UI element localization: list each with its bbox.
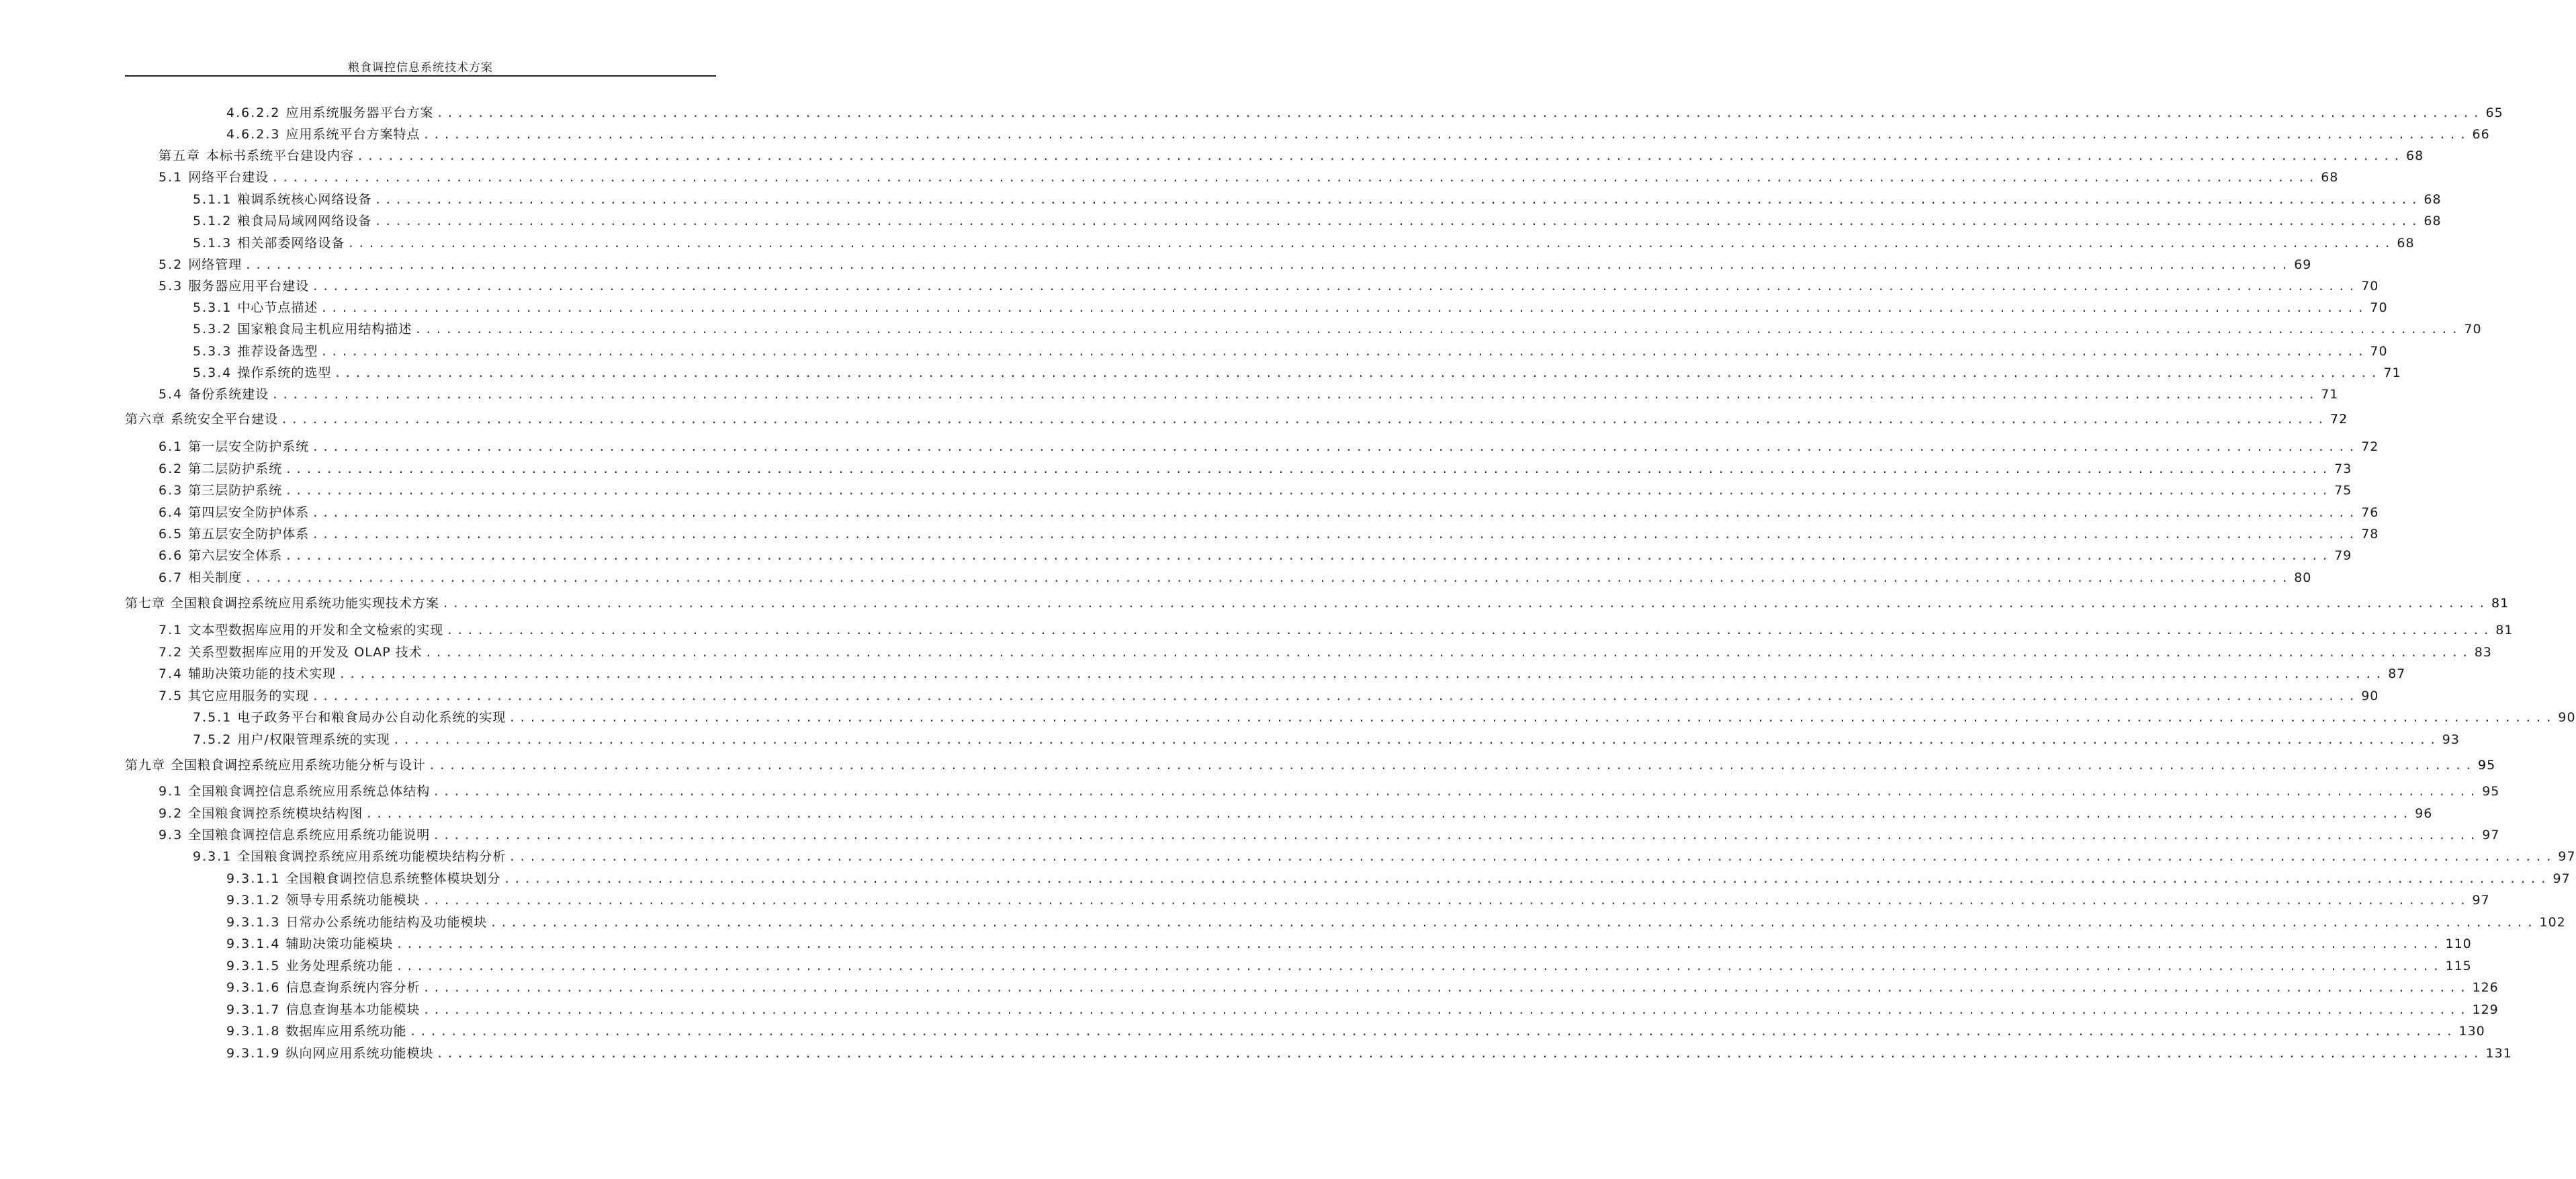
toc-entry-page-number: 110 bbox=[2445, 936, 2472, 951]
toc-entry-number: 第六章 bbox=[125, 412, 166, 427]
toc-entry[interactable] bbox=[193, 213, 2442, 230]
toc-entry-title: 推荐设备选型 bbox=[237, 344, 318, 359]
toc-entry-number: 第五章 bbox=[159, 148, 202, 163]
toc-entry-page-number: 76 bbox=[2361, 505, 2379, 520]
dot-leader: ........................................................................................................................................................................................................ bbox=[503, 873, 2550, 886]
dot-leader: ........................................................................................................................................................................................................ bbox=[285, 550, 2332, 563]
dot-leader: ........................................................................................................................................................................................................ bbox=[423, 981, 2470, 995]
toc-entry[interactable] bbox=[226, 126, 2490, 143]
toc-entry[interactable] bbox=[193, 365, 2401, 382]
toc-entry-title: 第三层防护系统 bbox=[188, 483, 283, 498]
toc-entry-title: 用户/权限管理系统的实现 bbox=[237, 732, 390, 747]
dot-leader: ........................................................................................................................................................................................................ bbox=[423, 128, 2470, 142]
toc-entry-page-number: 97 bbox=[2558, 849, 2576, 864]
toc-entry-page-number: 68 bbox=[2397, 236, 2415, 251]
dot-leader: ........................................................................................................................................................................................................ bbox=[490, 916, 2537, 930]
toc-entry[interactable] bbox=[193, 343, 2388, 360]
toc-entry-title: 全国粮食调控信息系统应用系统功能说明 bbox=[188, 828, 431, 842]
toc-entry-title: 信息查询系统内容分析 bbox=[285, 980, 420, 995]
toc-entry-title: 第四层安全防护体系 bbox=[188, 505, 310, 520]
toc-entry[interactable] bbox=[193, 191, 2442, 208]
dot-leader: ........................................................................................................................................................................................................ bbox=[245, 259, 2292, 272]
dot-leader: ........................................................................................................................................................................................................ bbox=[374, 193, 2422, 207]
dot-leader: ........................................................................................................................................................................................................ bbox=[271, 388, 2319, 402]
toc-entry-number: 5.1.1 bbox=[193, 192, 232, 207]
toc-entry-page-number: 73 bbox=[2334, 462, 2352, 476]
toc-entry[interactable] bbox=[159, 386, 2339, 403]
dot-leader: ........................................................................................................................................................................................................ bbox=[436, 1047, 2483, 1061]
dot-leader: ........................................................................................................................................................................................................ bbox=[396, 938, 2443, 951]
toc-entry-title: 全国粮食调控系统模块结构图 bbox=[188, 806, 363, 821]
toc-entry-number: 7.4 bbox=[159, 666, 183, 681]
toc-entry-number: 9.2 bbox=[159, 806, 183, 821]
toc-entry[interactable] bbox=[226, 914, 2566, 931]
toc-entry-page-number: 95 bbox=[2482, 784, 2500, 799]
dot-leader: ........................................................................................................................................................................................................ bbox=[285, 463, 2332, 476]
toc-entry-number: 5.4 bbox=[159, 387, 183, 402]
dot-leader: ........................................................................................................................................................................................................ bbox=[271, 171, 2319, 185]
dot-leader: ........................................................................................................................................................................................................ bbox=[357, 150, 2404, 163]
toc-entry-page-number: 130 bbox=[2458, 1024, 2485, 1039]
dot-leader: ........................................................................................................................................................................................................ bbox=[392, 734, 2440, 747]
toc-entry-page-number: 80 bbox=[2294, 570, 2312, 585]
toc-entry-page-number: 71 bbox=[2321, 387, 2339, 402]
toc-entry-title: 中心节点描述 bbox=[237, 300, 318, 315]
toc-entry-page-number: 70 bbox=[2361, 279, 2379, 294]
toc-entry-title: 网络平台建设 bbox=[188, 170, 269, 185]
toc-entry-page-number: 68 bbox=[2321, 170, 2339, 185]
dot-leader: ........................................................................................................................................................................................................ bbox=[508, 850, 2556, 864]
toc-entry-number: 5.3.1 bbox=[193, 300, 232, 315]
dot-leader: ........................................................................................................................................................................................................ bbox=[312, 280, 2359, 294]
toc-entry[interactable] bbox=[226, 958, 2472, 975]
toc-entry[interactable] bbox=[159, 169, 2339, 186]
toc-entry[interactable] bbox=[159, 805, 2433, 822]
toc-entry-page-number: 87 bbox=[2388, 666, 2406, 681]
toc-entry-title: 领导专用系统功能模块 bbox=[285, 893, 420, 908]
toc-entry-page-number: 70 bbox=[2370, 300, 2388, 315]
toc-entry-page-number: 115 bbox=[2445, 959, 2472, 973]
dot-leader: ........................................................................................................................................................................................................ bbox=[429, 759, 2476, 773]
toc-entry-title: 数据库应用系统功能 bbox=[285, 1024, 407, 1039]
toc-entry[interactable] bbox=[125, 595, 2510, 612]
toc-entry-title: 第六层安全体系 bbox=[188, 548, 283, 563]
toc-entry[interactable] bbox=[159, 548, 2352, 564]
toc-entry-title: 纵向网应用系统功能模块 bbox=[285, 1046, 434, 1061]
toc-entry-number: 9.3.1.4 bbox=[226, 936, 281, 951]
toc-entry-page-number: 72 bbox=[2361, 439, 2379, 454]
toc-entry[interactable] bbox=[159, 688, 2379, 705]
dot-leader: ........................................................................................................................................................................................................ bbox=[396, 960, 2443, 973]
toc-entry-number: 5.1.2 bbox=[193, 214, 232, 228]
toc-entry[interactable] bbox=[159, 148, 2424, 165]
toc-entry-page-number: 68 bbox=[2406, 148, 2424, 163]
toc-entry-page-number: 71 bbox=[2383, 365, 2401, 380]
toc-entry-title: 全国粮食调控信息系统应用系统总体结构 bbox=[188, 784, 431, 799]
toc-entry-title: 全国粮食调控系统应用系统功能模块结构分析 bbox=[237, 849, 506, 864]
toc-entry-page-number: 129 bbox=[2472, 1002, 2499, 1017]
dot-leader: ........................................................................................................................................................................................................ bbox=[414, 323, 2462, 337]
toc-entry[interactable] bbox=[125, 411, 2348, 428]
toc-entry[interactable] bbox=[125, 757, 2496, 774]
toc-entry-title: 应用系统服务器平台方案 bbox=[285, 105, 434, 120]
toc-entry-number: 9.3.1.6 bbox=[226, 980, 281, 995]
toc-entry-number: 4.6.2.3 bbox=[226, 127, 281, 142]
dot-leader: ........................................................................................................................................................................................................ bbox=[409, 1025, 2456, 1039]
toc-entry[interactable] bbox=[226, 871, 2571, 887]
toc-entry-number: 6.1 bbox=[159, 439, 183, 454]
toc-entry[interactable] bbox=[226, 1045, 2512, 1062]
toc-entry-number: 第七章 bbox=[125, 596, 166, 611]
toc-entry-page-number: 65 bbox=[2485, 105, 2503, 120]
toc-entry-title: 第五层安全防护体系 bbox=[188, 527, 310, 541]
toc-entry-title: 第二层防护系统 bbox=[188, 462, 283, 476]
toc-entry-number: 6.3 bbox=[159, 483, 183, 498]
toc-entry-page-number: 95 bbox=[2478, 758, 2496, 773]
dot-leader: ........................................................................................................................................................................................................ bbox=[312, 528, 2359, 541]
toc-entry-title: 信息查询基本功能模块 bbox=[285, 1002, 420, 1017]
dot-leader: ........................................................................................................................................................................................................ bbox=[436, 107, 2483, 120]
toc-entry-title: 第一层安全防护系统 bbox=[188, 439, 310, 454]
toc-entry-page-number: 72 bbox=[2330, 412, 2348, 427]
toc-entry-page-number: 83 bbox=[2474, 645, 2492, 660]
toc-entry-title: 粮食局局域网网络设备 bbox=[237, 214, 372, 228]
toc-entry-number: 9.3.1.5 bbox=[226, 959, 281, 973]
toc-entry-number: 6.4 bbox=[159, 505, 183, 520]
toc-entry-number: 6.5 bbox=[159, 527, 183, 541]
toc-entry-number: 9.3.1.9 bbox=[226, 1046, 281, 1061]
toc-entry-page-number: 90 bbox=[2361, 689, 2379, 703]
dot-leader: ........................................................................................................................................................................................................ bbox=[508, 711, 2556, 725]
toc-entry[interactable] bbox=[226, 1023, 2485, 1040]
toc-entry[interactable] bbox=[193, 848, 2576, 865]
dot-leader: ........................................................................................................................................................................................................ bbox=[446, 624, 2493, 638]
toc-entry-number: 5.3.3 bbox=[193, 344, 232, 359]
toc-entry-title: 其它应用服务的实现 bbox=[188, 689, 310, 703]
toc-entry-page-number: 69 bbox=[2294, 257, 2312, 272]
toc-entry[interactable] bbox=[159, 622, 2514, 639]
toc-entry-title: 全国粮食调控信息系统整体模块划分 bbox=[285, 871, 501, 886]
toc-entry-number: 9.3.1.7 bbox=[226, 1002, 281, 1017]
toc-entry[interactable] bbox=[159, 666, 2406, 683]
toc-entry-title: 相关制度 bbox=[188, 570, 242, 585]
toc-entry[interactable] bbox=[159, 526, 2379, 543]
toc-entry-number: 5.1.3 bbox=[193, 236, 232, 251]
dot-leader: ........................................................................................................................................................................................................ bbox=[312, 690, 2359, 703]
toc-entry-title: 日常办公系统功能结构及功能模块 bbox=[285, 915, 488, 930]
toc-entry-number: 第九章 bbox=[125, 758, 166, 773]
toc-entry-page-number: 81 bbox=[2495, 623, 2514, 638]
toc-entry-page-number: 97 bbox=[2552, 871, 2571, 886]
toc-entry-page-number: 78 bbox=[2361, 527, 2379, 541]
dot-leader: ........................................................................................................................................................................................................ bbox=[285, 484, 2332, 498]
toc-entry[interactable] bbox=[159, 439, 2379, 455]
dot-leader: ........................................................................................................................................................................................................ bbox=[365, 807, 2413, 821]
toc-entry-number: 9.3.1.8 bbox=[226, 1024, 281, 1039]
toc-entry-number: 9.3.1.1 bbox=[226, 871, 281, 886]
toc-entry[interactable] bbox=[159, 505, 2379, 521]
toc-entry[interactable] bbox=[226, 979, 2499, 996]
toc-entry-number: 7.5.2 bbox=[193, 732, 232, 747]
toc-entry-title: 全国粮食调控系统应用系统功能分析与设计 bbox=[171, 758, 427, 773]
toc-entry[interactable] bbox=[226, 1002, 2499, 1018]
toc-entry-page-number: 96 bbox=[2415, 806, 2433, 821]
dot-leader: ........................................................................................................................................................................................................ bbox=[433, 829, 2480, 842]
toc-entry-title: 网络管理 bbox=[188, 257, 242, 272]
toc-entry-page-number: 79 bbox=[2334, 548, 2352, 563]
dot-leader: ........................................................................................................................................................................................................ bbox=[433, 785, 2480, 799]
toc-entry-title: 业务处理系统功能 bbox=[285, 959, 394, 973]
toc-entry-title: 关系型数据库应用的开发及 OLAP 技术 bbox=[188, 645, 423, 660]
toc-entry-number: 5.2 bbox=[159, 257, 183, 272]
dot-leader: ........................................................................................................................................................................................................ bbox=[320, 302, 2368, 315]
toc-entry[interactable] bbox=[159, 257, 2312, 273]
toc-entry-number: 5.1 bbox=[159, 170, 183, 185]
toc-entry-number: 9.3.1.2 bbox=[226, 893, 281, 908]
dot-leader: ........................................................................................................................................................................................................ bbox=[423, 894, 2470, 908]
toc-entry-number: 5.3.4 bbox=[193, 365, 232, 380]
toc-entry-title: 文本型数据库应用的开发和全文检索的实现 bbox=[188, 623, 444, 638]
toc-entry-page-number: 66 bbox=[2472, 127, 2490, 142]
toc-entry[interactable] bbox=[159, 827, 2500, 844]
toc-entry-number: 7.2 bbox=[159, 645, 183, 660]
toc-entry[interactable] bbox=[226, 892, 2490, 909]
toc-entry-page-number: 70 bbox=[2370, 344, 2388, 359]
dot-leader: ........................................................................................................................................................................................................ bbox=[245, 572, 2292, 585]
toc-entry-title: 本标书系统平台建设内容 bbox=[206, 148, 355, 163]
toc-entry[interactable] bbox=[159, 482, 2352, 499]
toc-entry-title: 备份系统建设 bbox=[188, 387, 269, 402]
toc-entry[interactable] bbox=[159, 644, 2492, 661]
toc-entry-page-number: 68 bbox=[2424, 192, 2442, 207]
toc-entry-number: 9.3 bbox=[159, 828, 183, 842]
toc-entry-title: 粮调系统核心网络设备 bbox=[237, 192, 372, 207]
toc-entry-title: 国家粮食局主机应用结构描述 bbox=[237, 322, 412, 337]
toc-entry-title: 服务器应用平台建设 bbox=[188, 279, 310, 294]
dot-leader: ........................................................................................................................................................................................................ bbox=[374, 215, 2422, 228]
running-header-title: 粮食调控信息系统技术方案 bbox=[348, 61, 493, 75]
toc-entry-number: 7.5.1 bbox=[193, 710, 232, 725]
toc-entry-page-number: 97 bbox=[2482, 828, 2500, 842]
toc-entry-page-number: 102 bbox=[2539, 915, 2566, 930]
dot-leader: ........................................................................................................................................................................................................ bbox=[320, 345, 2368, 359]
toc-entry-number: 7.5 bbox=[159, 689, 183, 703]
dot-leader: ........................................................................................................................................................................................................ bbox=[281, 413, 2328, 427]
toc-entry-number: 7.1 bbox=[159, 623, 183, 638]
toc-entry-page-number: 131 bbox=[2485, 1046, 2512, 1061]
toc-entry[interactable] bbox=[159, 570, 2312, 586]
toc-entry-number: 6.6 bbox=[159, 548, 183, 563]
toc-entry[interactable] bbox=[226, 936, 2472, 953]
toc-entry-title: 辅助决策功能模块 bbox=[285, 936, 394, 951]
toc-entry[interactable] bbox=[193, 235, 2415, 252]
toc-entry-page-number: 126 bbox=[2472, 980, 2499, 995]
toc-entry-number: 5.3 bbox=[159, 279, 183, 294]
toc-entry-number: 9.1 bbox=[159, 784, 183, 799]
toc-entry-page-number: 75 bbox=[2334, 483, 2352, 498]
toc-entry-number: 5.3.2 bbox=[193, 322, 232, 337]
dot-leader: ........................................................................................................................................................................................................ bbox=[347, 237, 2395, 251]
toc-entry-title: 电子政务平台和粮食局办公自动化系统的实现 bbox=[237, 710, 506, 725]
dot-leader: ........................................................................................................................................................................................................ bbox=[339, 668, 2386, 681]
toc-entry[interactable] bbox=[159, 278, 2379, 295]
dot-leader: ........................................................................................................................................................................................................ bbox=[425, 646, 2472, 660]
toc-entry[interactable] bbox=[159, 461, 2352, 478]
dot-leader: ........................................................................................................................................................................................................ bbox=[423, 1004, 2470, 1017]
toc-entry-title: 相关部委网络设备 bbox=[237, 236, 345, 251]
toc-entry-page-number: 70 bbox=[2464, 322, 2482, 337]
toc-entry-page-number: 93 bbox=[2442, 732, 2460, 747]
toc-entry[interactable] bbox=[193, 321, 2482, 338]
toc-entry[interactable] bbox=[193, 709, 2576, 726]
toc-entry[interactable] bbox=[193, 732, 2460, 748]
toc-entry-number: 6.2 bbox=[159, 462, 183, 476]
dot-leader: ........................................................................................................................................................................................................ bbox=[312, 441, 2359, 454]
toc-entry-page-number: 81 bbox=[2491, 596, 2510, 611]
toc-entry-number: 9.3.1 bbox=[193, 849, 232, 864]
dot-leader: ........................................................................................................................................................................................................ bbox=[312, 507, 2359, 520]
toc-entry-page-number: 90 bbox=[2558, 710, 2576, 725]
toc-entry-number: 6.7 bbox=[159, 570, 183, 585]
toc-entry-title: 全国粮食调控系统应用系统功能实现技术方案 bbox=[171, 596, 440, 611]
toc-entry-number: 9.3.1.3 bbox=[226, 915, 281, 930]
toc-entry[interactable] bbox=[159, 783, 2500, 800]
toc-entry-page-number: 68 bbox=[2424, 214, 2442, 228]
dot-leader: ........................................................................................................................................................................................................ bbox=[334, 367, 2381, 380]
dot-leader: ........................................................................................................................................................................................................ bbox=[442, 597, 2489, 611]
toc-entry-number: 4.6.2.2 bbox=[226, 105, 281, 120]
toc-entry-title: 系统安全平台建设 bbox=[171, 412, 279, 427]
toc-entry-title: 操作系统的选型 bbox=[237, 365, 332, 380]
toc-entry-title: 辅助决策功能的技术实现 bbox=[188, 666, 337, 681]
toc-entry-title: 应用系统平台方案特点 bbox=[285, 127, 420, 142]
toc-entry[interactable] bbox=[226, 105, 2503, 122]
toc-entry-page-number: 97 bbox=[2472, 893, 2490, 908]
toc-entry[interactable] bbox=[193, 300, 2388, 316]
